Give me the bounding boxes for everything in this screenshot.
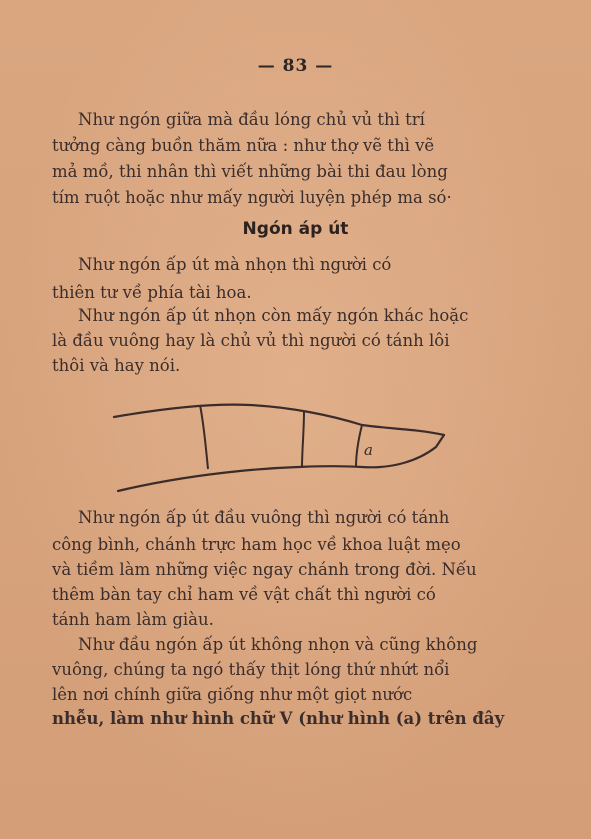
text-line: thêm bàn tay chỉ ham về vật chất thì người có bbox=[52, 585, 436, 604]
finger-sketch-figure bbox=[100, 395, 460, 505]
text-line: tím ruột hoặc như mấy người luyện phép ma só· bbox=[52, 188, 452, 207]
page-number: — 83 — bbox=[257, 56, 334, 76]
text-line: Như ngón ấp út đầu vuông thì người có tánh bbox=[78, 508, 450, 527]
text-line: Như ngón ấp út mà nhọn thì người có bbox=[78, 255, 392, 274]
text-line: nhễu, làm như hình chữ V (như hình (a) trên đây bbox=[52, 709, 505, 728]
text-line: tưởng càng buồn thăm nữa : như thợ vẽ thì vẽ bbox=[52, 136, 435, 155]
text-line: thôi và hay nói. bbox=[52, 356, 181, 375]
text-line: là đầu vuông hay là chủ vủ thì người có tánh lôi bbox=[52, 331, 450, 350]
text-line: vuông, chúng ta ngó thấy thịt lóng thứ nhứt nổi bbox=[52, 660, 450, 679]
section-heading: Ngón áp út bbox=[242, 219, 349, 239]
finger-sketch-icon bbox=[100, 395, 460, 505]
figure-label: a bbox=[364, 441, 373, 459]
text-line: Như ngón giữa mà đầu lóng chủ vủ thì trí bbox=[78, 110, 425, 129]
text-line: mả mồ, thi nhân thì viết những bài thi đau lòng bbox=[52, 162, 448, 181]
text-line: Như đầu ngón ấp út không nhọn và cũng không bbox=[78, 635, 478, 654]
text-line: thiên tư về phía tài hoa. bbox=[52, 283, 252, 302]
text-line: lên nơi chính giữa giống như một giọt nước bbox=[52, 685, 413, 704]
text-line: công bình, chánh trực ham học về khoa luật mẹo bbox=[52, 535, 461, 554]
text-line: tánh ham làm giàu. bbox=[52, 610, 214, 629]
text-line: và tiềm làm những việc ngay chánh trong đời. Nếu bbox=[52, 560, 477, 579]
text-line: Như ngón ấp út nhọn còn mấy ngón khác hoặc bbox=[78, 306, 469, 325]
